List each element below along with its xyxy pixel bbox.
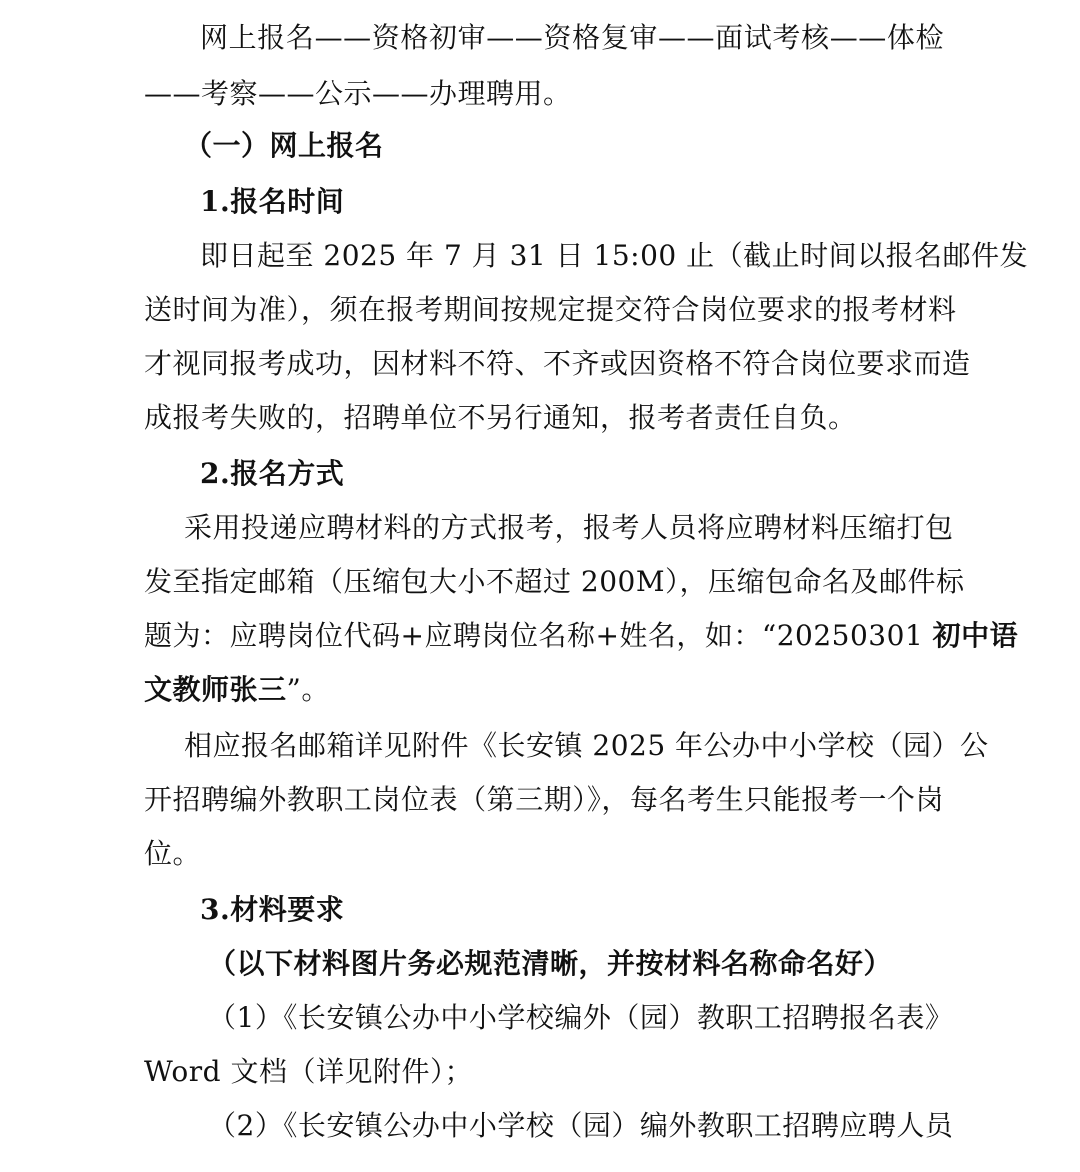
paragraph-email-line-2: 开招聘编外教职工岗位表（第三期）》，每名考生只能报考一个岗 [144,783,944,816]
material-item-1-line-1: （1）《长安镇公办中小学校编外（园）教职工招聘报名表》 [208,1001,954,1034]
paragraph-time-line-2: 送时间为准），须在报考期间按规定提交符合岗位要求的报考材料 [144,293,957,326]
paragraph-time-line-1: 即日起至 2025 年 7 月 31 日 15:00 止（截止时间以报名邮件发 [200,239,1029,272]
paragraph-method-line-2: 发至指定邮箱（压缩包大小不超过 200M），压缩包命名及邮件标 [144,565,965,598]
material-item-2-line-1: （2）《长安镇公办中小学校（园）编外教职工招聘应聘人员 [208,1109,954,1142]
method-line-4-bold: 文教师张三 [144,673,287,706]
section-heading-online-registration: （一）网上报名 [184,129,384,162]
subheading-registration-time: 1.报名时间 [200,185,345,218]
material-item-1-line-2: Word 文档（详见附件）； [144,1055,473,1088]
paragraph-method-line-3 [144,616,1019,656]
paragraph-method-line-4 [144,670,944,710]
paragraph-method-line-1: 采用投递应聘材料的方式报考，报考人员将应聘材料压缩打包 [184,511,954,544]
method-line-4-text: ”。 [286,673,330,706]
process-flow-line-2: ——考察——公示——办理聘用。 [144,77,572,110]
paragraph-time-line-4: 成报考失败的，招聘单位不另行通知，报考者责任自负。 [144,401,857,434]
subheading-material-requirements: 3.材料要求 [200,893,345,926]
process-flow-line-1: 网上报名——资格初审——资格复审——面试考核——体检 [200,21,944,54]
subheading-registration-method: 2.报名方式 [200,457,345,490]
paragraph-email-line-3: 位。 [144,837,202,870]
material-note: （以下材料图片务必规范清晰，并按材料名称命名好） [208,947,893,980]
paragraph-email-line-1: 相应报名邮箱详见附件《长安镇 2025 年公办中小学校（园）公 [184,729,989,762]
method-line-3-text: 题为：应聘岗位代码+应聘岗位名称+姓名，如：“20250301 [144,619,933,652]
method-line-3-bold: 初中语 [932,619,1019,652]
paragraph-time-line-3: 才视同报考成功，因材料不符、不齐或因资格不符合岗位要求而造 [144,347,971,380]
